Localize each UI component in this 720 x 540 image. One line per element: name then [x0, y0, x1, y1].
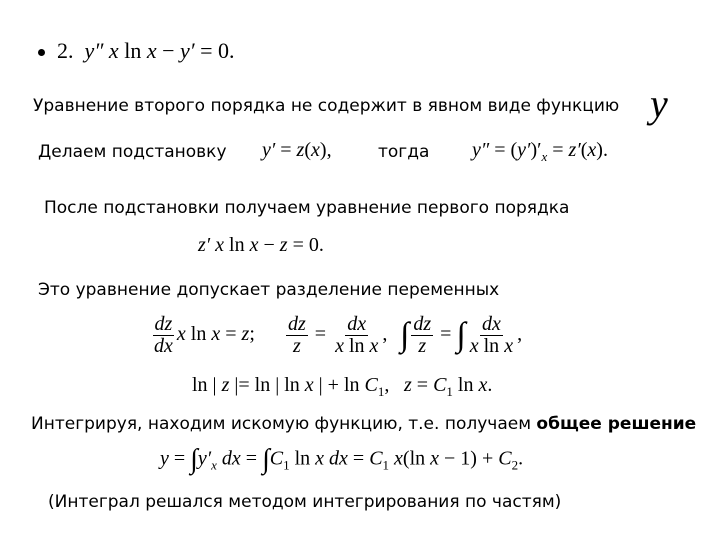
item-number: 2. [57, 38, 74, 63]
integration-text-plain: Интегрируя, находим искомую функцию, т.е. получаем [31, 414, 532, 434]
equation-then: $y'' = (y')'_x = z'(x)$. [472, 139, 608, 164]
general-solution-label: общее решение [536, 414, 697, 434]
note-text: (Интеграл решался методом интегрирования по частям) [48, 492, 562, 512]
equation-main: 2. y″ x ln x − y′ = 0. [38, 38, 235, 64]
equation-separation-2: $\frac{dz}{z}$ = $\frac{dx}{\text{x ln x}}$ , [288, 313, 388, 357]
equation-separation-1: $\frac{dz}{dx}$ x ln x = z; [154, 313, 255, 357]
after-substitution-text: После подстановки получаем уравнение первого порядка [44, 198, 570, 218]
statement-text: Уравнение второго порядка не содержит в явном виде функцию [33, 96, 620, 116]
separation-text: Это уравнение допускает разделение переменных [38, 280, 500, 300]
bullet-icon [38, 49, 45, 56]
equation-first-order: z′ x ln x − z = 0. [198, 234, 324, 256]
equation-log: ln | z |= ln | ln x | + $\ln C_1$, [192, 374, 390, 399]
equation-general-solution: $y = \int y'_x$ dx = $\int C_1$ ln x dx = $C_1$ x(ln $x - 1) + C_2$. [160, 444, 524, 475]
function-y: y [650, 81, 668, 126]
equation-separation-3: ∫ $\frac{dz}{z}$ = ∫ $\frac{dx}{\text{x ln x}}$ , [400, 313, 523, 357]
equation-z-result: $z = C_1$ ln x. [404, 374, 493, 399]
integration-text [31, 414, 696, 434]
then-text: тогда [378, 142, 430, 162]
substitution-text: Делаем подстановку [38, 142, 227, 162]
equation-substitution: y′ = z(x), [262, 139, 332, 161]
